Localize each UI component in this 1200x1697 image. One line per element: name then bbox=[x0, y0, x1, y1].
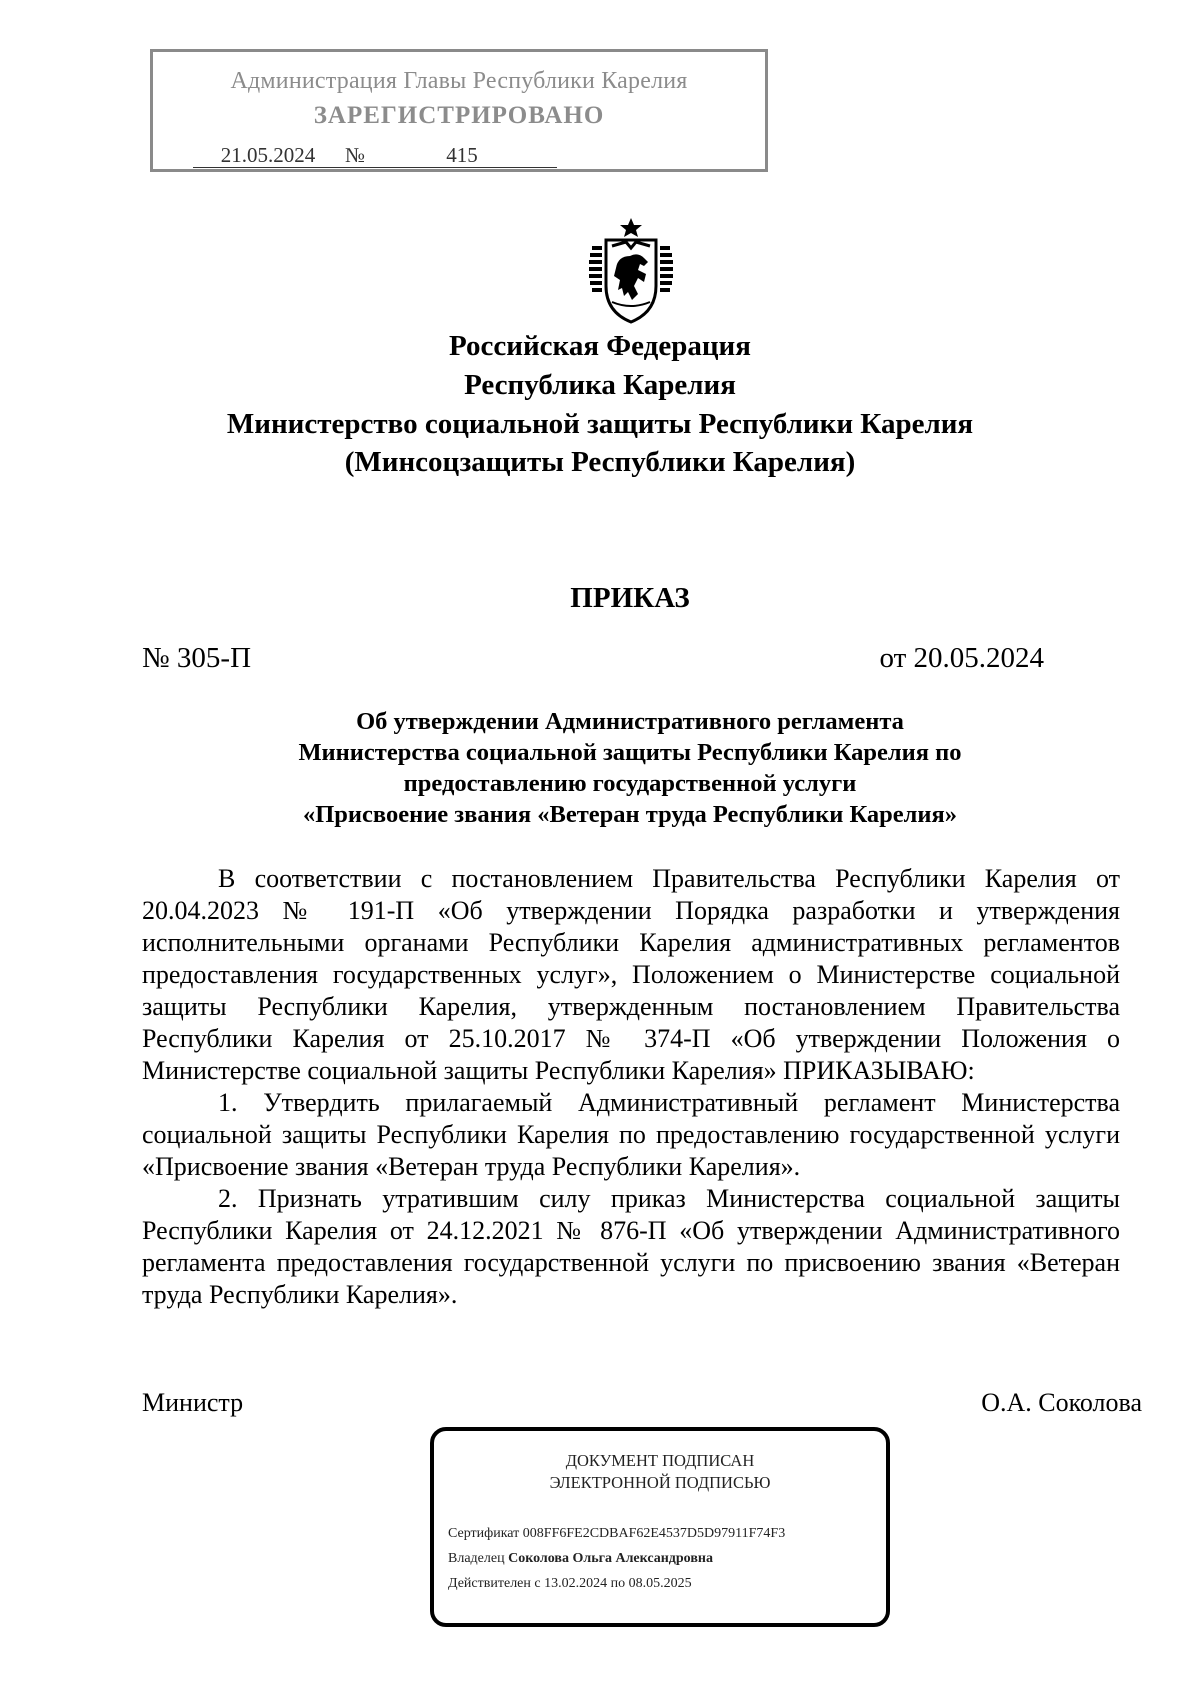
registration-stamp bbox=[150, 49, 768, 172]
esig-validity-row bbox=[448, 1576, 692, 1592]
stamp-date-number bbox=[193, 143, 557, 168]
esig-certificate-label: Сертификат bbox=[448, 1526, 520, 1541]
esig-valid-from: 13.02.2024 bbox=[544, 1576, 608, 1591]
subject-line: Министерства социальной защиты Республики Карелия по bbox=[298, 739, 962, 766]
stamp-number-label: № bbox=[344, 143, 366, 167]
esig-valid-to: 08.05.2025 bbox=[628, 1576, 692, 1591]
electronic-signature-stamp bbox=[430, 1427, 890, 1627]
signer-name: О.А. Соколова bbox=[981, 1388, 1142, 1417]
header-country: Российская Федерация bbox=[449, 330, 751, 362]
stamp-registered: ЗАРЕГИСТРИРОВАНО bbox=[313, 102, 605, 129]
subject-line: Об утверждении Административного регламента bbox=[356, 708, 904, 735]
esig-owner-label: Владелец bbox=[448, 1551, 505, 1566]
subject-line: «Присвоение звания «Ветеран труда Республики Карелия» bbox=[302, 801, 958, 828]
order-date: от 20.05.2024 bbox=[879, 642, 1044, 674]
esig-title-1: ДОКУМЕНТ ПОДПИСАН bbox=[565, 1451, 755, 1470]
header-ministry: Министерство социальной защиты Республики Карелия bbox=[226, 408, 974, 440]
esig-certificate-value: 008FF6FE2CDBAF62E4537D5D97911F74F3 bbox=[522, 1526, 786, 1541]
order-number: № 305-П bbox=[142, 642, 252, 674]
order-body bbox=[142, 863, 1120, 1311]
subject-line: предоставлению государственной услуги bbox=[403, 770, 857, 797]
stamp-date: 21.05.2024 bbox=[193, 143, 343, 168]
body-preamble: В соответствии с постановлением Правительства Республики Карелия от 20.04.2023 № 191-П «Об утверждении Порядка разработки и утверждения исполнительными органами Республики Карелия административных регламентов предоставления государственных услуг», Положением о Министерстве социальной защиты Республики Карелия, утвержденным постановлением Правительства Республики Карелия от 25.10.2017 № 374-П «Об утверждении Положения о Министерстве социальной защиты Республики Карелия» ПРИКАЗЫВАЮ: bbox=[142, 864, 1120, 1085]
stamp-authority: Администрация Главы Республики Карелия bbox=[230, 68, 688, 94]
body-item-2: 2. Признать утратившим силу приказ Министерства социальной защиты Республики Карелия от 24.12.2021 № 876-П «Об утверждении Административного регламента предоставления государственной услуги по присвоению звания «Ветеран труда Республики Карелия». bbox=[142, 1184, 1120, 1309]
header-ministry-short: (Минсоцзащиты Республики Карелия) bbox=[344, 446, 856, 478]
stamp-number: 415 bbox=[367, 143, 557, 168]
order-title: ПРИКАЗ bbox=[570, 582, 690, 614]
esig-certificate-row bbox=[448, 1526, 785, 1542]
signer-position: Министр bbox=[142, 1388, 244, 1417]
esig-owner-row bbox=[448, 1551, 713, 1567]
esig-owner-value: Соколова Ольга Александровна bbox=[508, 1551, 713, 1566]
esig-validity-to-label: по bbox=[610, 1576, 626, 1591]
order-subject bbox=[0, 706, 1200, 830]
coat-of-arms-icon bbox=[586, 216, 676, 324]
esig-validity-label: Действителен с bbox=[448, 1576, 541, 1591]
esig-title-2: ЭЛЕКТРОННОЙ ПОДПИСЬЮ bbox=[549, 1473, 771, 1492]
body-item-1: 1. Утвердить прилагаемый Административный регламент Министерства социальной защиты Республики Карелия по предоставлению государственной услуги «Присвоение звания «Ветеран труда Республики Карелия». bbox=[142, 1088, 1120, 1181]
header-region: Республика Карелия bbox=[464, 369, 736, 401]
